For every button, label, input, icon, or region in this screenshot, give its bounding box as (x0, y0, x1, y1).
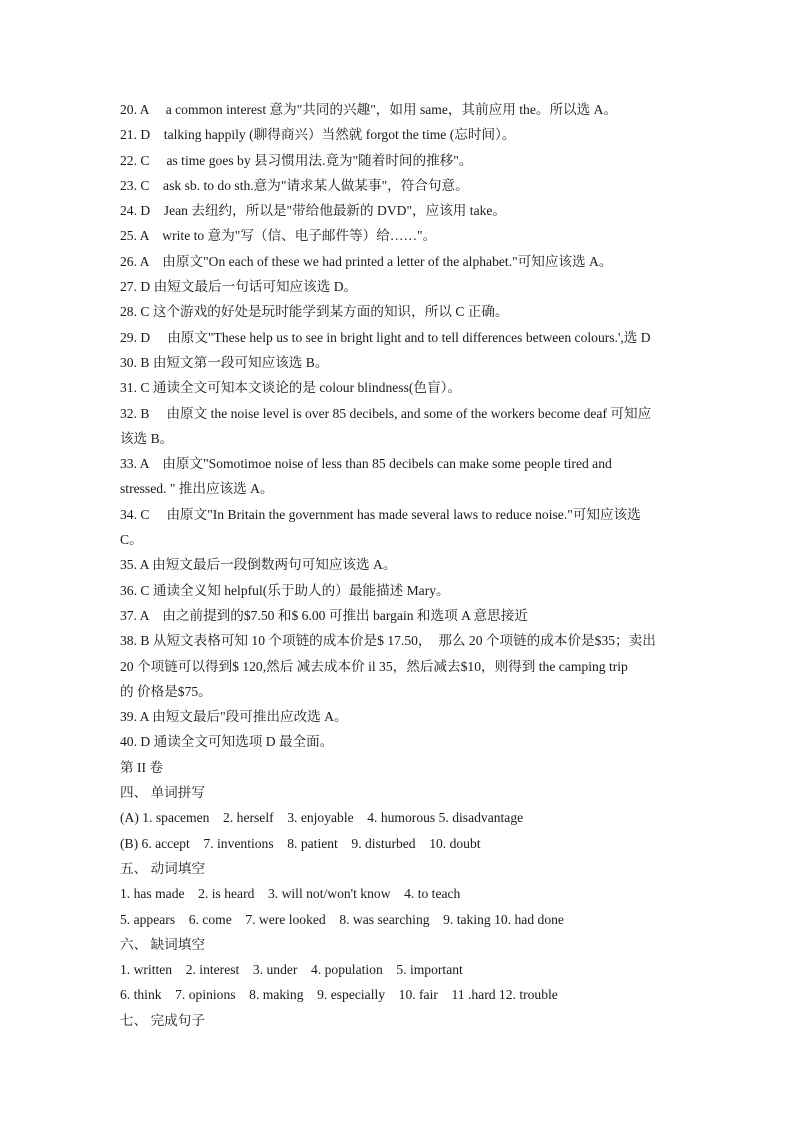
text-line: 39. A 由短文最后"段可推出应改选 A。 (120, 709, 348, 725)
text-line: 1. written 2. interest 3. under 4. population 5. important (120, 962, 463, 978)
text-line: 30. B 由短文第一段可知应该选 B。 (120, 354, 329, 370)
text-line: 的 价格是$75。 (120, 683, 212, 699)
text-line: 5. appears 6. come 7. were looked 8. was searching 9. taking 10. had done (120, 911, 564, 927)
text-line: 31. C 通读全文可知本文谈论的是 colour blindness(色盲）。 (120, 380, 461, 396)
text-line: 22. C as time goes by 县习惯用法.竟为"随着时间的推移"。 (120, 152, 473, 168)
text-line: 六、 缺词填空 (120, 936, 205, 952)
text-line: 40. D 通读全文可知选项 D 最全面。 (120, 734, 334, 750)
text-line: 34. C 由原文"In Britain the government has made several laws to reduce noise."可知应该选 (120, 506, 641, 522)
text-line: 25. A write to 意为"写（信、电子邮件等）给……"。 (120, 228, 437, 244)
text-line: 32. B 由原文 the noise level is over 85 decibels, and some of the workers become deaf 可知应 (120, 405, 652, 421)
text-line: 21. D talking happily (聊得商兴）当然就 forgot the time (忘时间）。 (120, 127, 516, 143)
text-line: 五、 动词填空 (120, 860, 205, 876)
text-line: 26. A 由原文"On each of these we had printed a letter of the alphabet."可知应该选 A。 (120, 253, 613, 269)
text-line: 四、 单词拼写 (120, 785, 205, 801)
text-line: 24. D Jean 去纽约，所以是"带给他最新的 DVD"，应该用 take。 (120, 203, 507, 219)
text-line: 20 个项链可以得到$ 120,然后 减去成本价 il 35，然后减去$10，则得到 the camping trip (120, 658, 628, 674)
text-line: (B) 6. accept 7. inventions 8. patient 9. disturbed 10. doubt (120, 835, 481, 851)
text-line: C。 (120, 532, 143, 548)
text-line: 该选 B。 (120, 430, 174, 446)
text-line: 37. A 由之前提到的$7.50 和$ 6.00 可推出 bargain 和选项 A 意思接近 (120, 607, 528, 623)
text-line: 36. C 通读全义知 helpful(乐于助人的）最能描述 Mary。 (120, 582, 450, 598)
text-line: 35. A 由短文最后一段倒数两句可知应该选 A。 (120, 557, 397, 573)
answer-key-page (120, 97, 685, 1033)
text-line: 27. D 由短文最后一句话可知应该选 D。 (120, 279, 358, 295)
text-line: 6. think 7. opinions 8. making 9. especially 10. fair 11 .hard 12. trouble (120, 987, 558, 1003)
text-line: 七、 完成句子 (120, 1012, 205, 1028)
text-line: 29. D 由原文"These help us to see in bright light and to tell differences between colours.',选 D (120, 329, 651, 345)
text-line: 28. C 这个游戏的好处是玩时能学到某方面的知识，所以 C 正确。 (120, 304, 509, 320)
text-line: 20. A a common interest 意为"共同的兴趣"，如用 same，其前应用 the。所以选 A。 (120, 102, 618, 117)
text-line: (A) 1. spacemen 2. herself 3. enjoyable 4. humorous 5. disadvantage (120, 810, 524, 826)
text-line: 33. A 由原文"Somotimoe noise of less than 85 decibels can make some people tired and (120, 456, 612, 472)
text-line: 第 II 卷 (120, 759, 164, 775)
text-line: 1. has made 2. is heard 3. will not/won't know 4. to teach (120, 886, 461, 902)
text-line: 38. B 从短文表格可知 10 个项链的成本价是$ 17.50， 那么 20 个项链的成本价是$35；卖出 (120, 633, 656, 649)
text-line: 23. C ask sb. to do sth.意为"请求某人做某事"，符合句意。 (120, 177, 469, 193)
text-line: stressed. " 推出应该选 A。 (120, 481, 274, 497)
